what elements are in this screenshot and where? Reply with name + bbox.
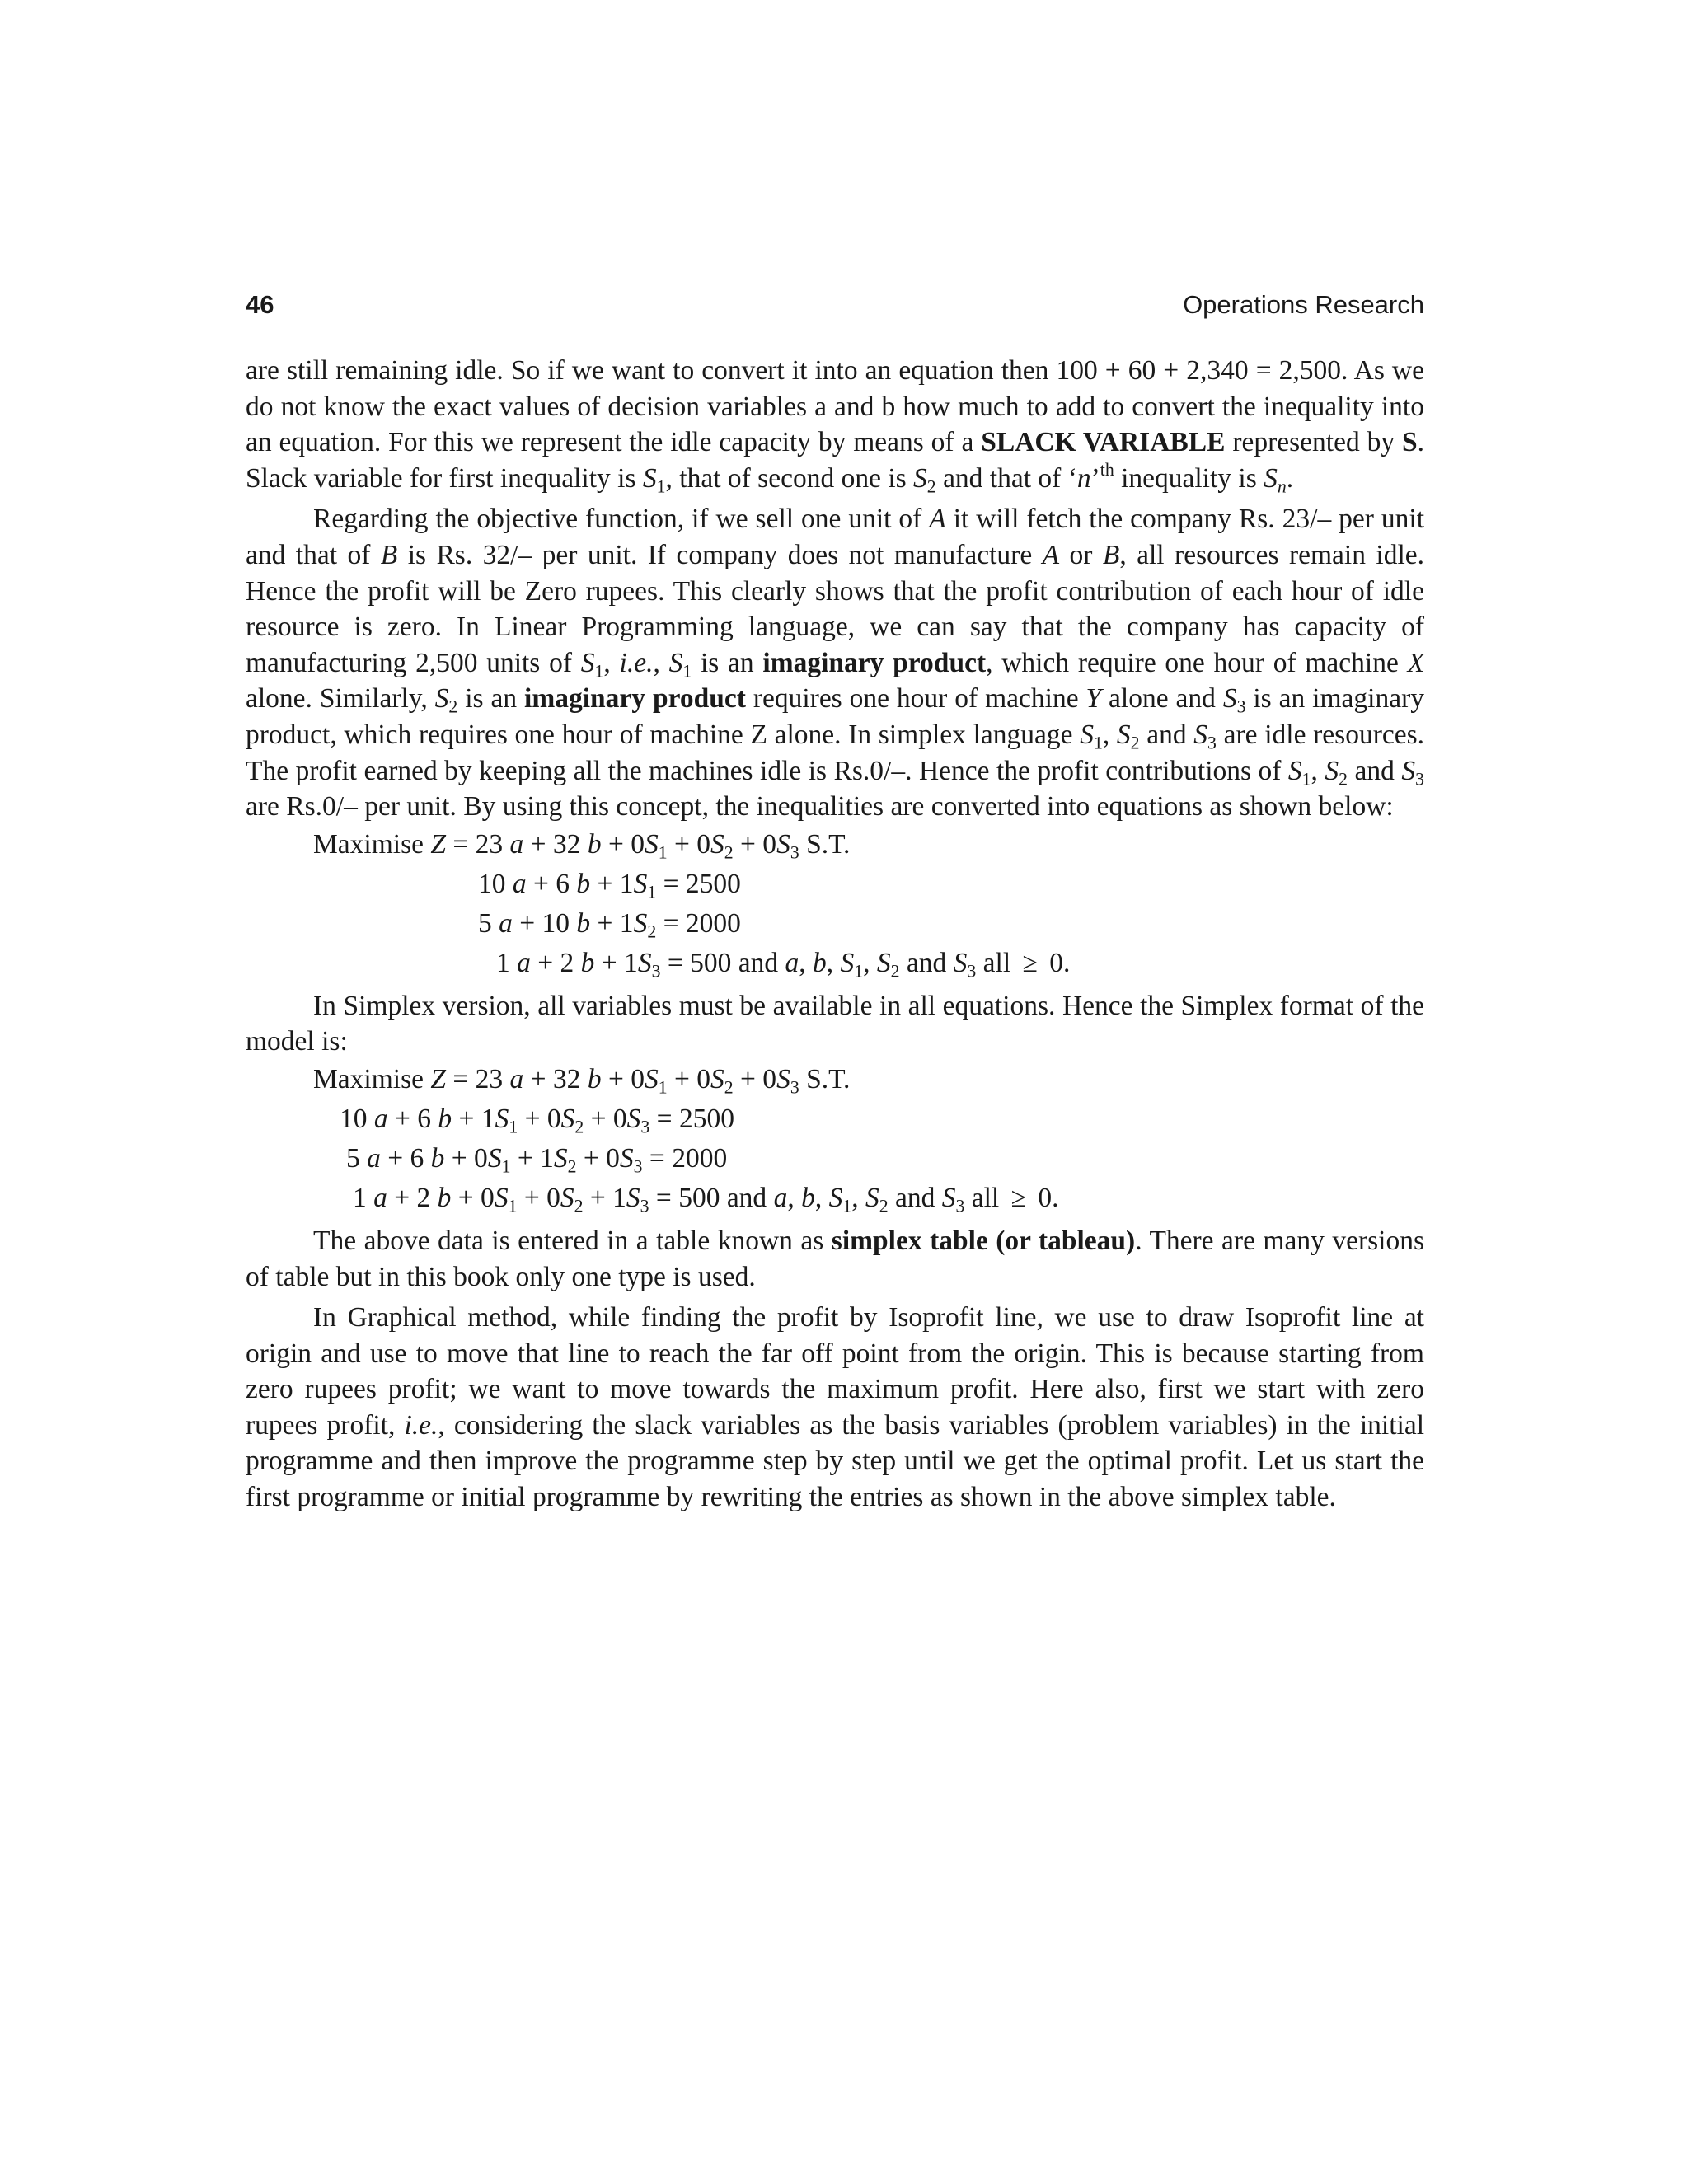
simplex-constraint-2: 5 a + 6 $b + 0S_1 + 1S_2 + 0S_3 = 2000$: [346, 1142, 728, 1177]
constraint-equation-1: 10 a + 6 $b + 1S_1 = 2500$: [478, 868, 741, 902]
geq-symbol: ≥: [1022, 947, 1038, 978]
paragraph-objective-function: Regarding the objective function, if we sell one unit of A it will fetch the company Rs. 23/– per unit and that of B is Rs. 32/– per unit. If company does not manufacture A or B, all resources remain idle. Hence the profit will be Zero rupees. This clearly shows that the profit contribution of each hour of idle resource is zero. In Linear Programming language, we can say that the company has capacity of manufacturing 2,500 units of $S_1$, i.e., $S_1$ is an imaginary product, which require one hour of machine X alone. Similarly, $S_2$ is an imaginary product requires one hour of machine Y alone and $S_3$ is an imaginary product, which requires one hour of machine Z alone. In simplex language $S_1$, $S_2$ and $S_3$ are idle resources. The profit earned by keeping all the machines idle is Rs.0/–. Hence the profit contributions of $S_1$, $S_2$ and $S_3$ are Rs.0/– per unit. By using this concept, the inequalities are converted into equations as shown below:: [246, 504, 1425, 823]
page-number: 46: [246, 290, 274, 319]
equation-block-simplex: [246, 1060, 1424, 1218]
geq-symbol: ≥: [1010, 1182, 1026, 1213]
paragraph-simplex-version: In Simplex version, all variables must be available in all equations. Hence the Simplex format of the model is:: [246, 990, 1424, 1057]
paragraph-graphical-method: In Graphical method, while finding the profit by Isoprofit line, we use to draw Isoprofit line at origin and use to move that line to reach the far off point from the origin. This is because starting from zero rupees profit; we want to move towards the maximum profit. Here also, first we start with zero rupees profit, i.e., considering the slack variables as the basis variables (problem variables) in the initial programme and then improve the programme step by step until we get the optimal profit. Let us start the first programme or initial programme by rewriting the entries as shown in the above simplex table.: [246, 1302, 1425, 1513]
constraint-equation-2: 5 a + 10 $b + 1S_2 = 2000$: [478, 907, 741, 942]
paragraph-slack-variable: are still remaining idle. So if we want to convert it into an equation then 100 + 60 + 2,340 = 2,500. As we do not know the exact values of decision variables a and b how much to add to convert the inequality into an equation. For this we represent the idle capacity by means of a SLACK VARIABLE represented by S. Slack variable for first inequality is $S_1$, that of second one is $S_2$ and that of ‘n’$^{th}$ inequality is $S_n$.: [246, 355, 1424, 497]
book-title: Operations Research: [1183, 290, 1424, 319]
simplex-constraint-1: 10 a + 6 $b + 1S_1 + 0S_2 + 0S_3 = 2500$: [340, 1103, 734, 1137]
simplex-constraint-3: 1 a + 2 $b + 0S_1 + 0S_2 + 1S_3 = 500$ and a, b, $S_1$, $S_2$ and $S_3$ all ≥ 0.: [246, 1179, 1424, 1218]
objective-equation-simplex: Maximise Z = 23 a + 32 $b + 0S_1 + 0S_2 + 0S_3$ S.T.: [313, 1063, 851, 1098]
running-head: [246, 288, 1424, 321]
equation-block-standard: [246, 825, 1424, 983]
body-text: [246, 353, 1424, 1516]
constraint-equation-3: 1 a + 2 $b + 1S_3 = 500$ and a, b, $S_1$, $S_2$ and $S_3$ all ≥ 0.: [246, 944, 1424, 983]
paragraph-simplex-table: The above data is entered in a table known as simplex table (or tableau). There are many versions of table but in this book only one type is used.: [246, 1225, 1424, 1292]
objective-equation: Maximise Z = 23 a + 32 $b + 0S_1 + 0S_2 + 0S_3$ S.T.: [313, 828, 851, 863]
